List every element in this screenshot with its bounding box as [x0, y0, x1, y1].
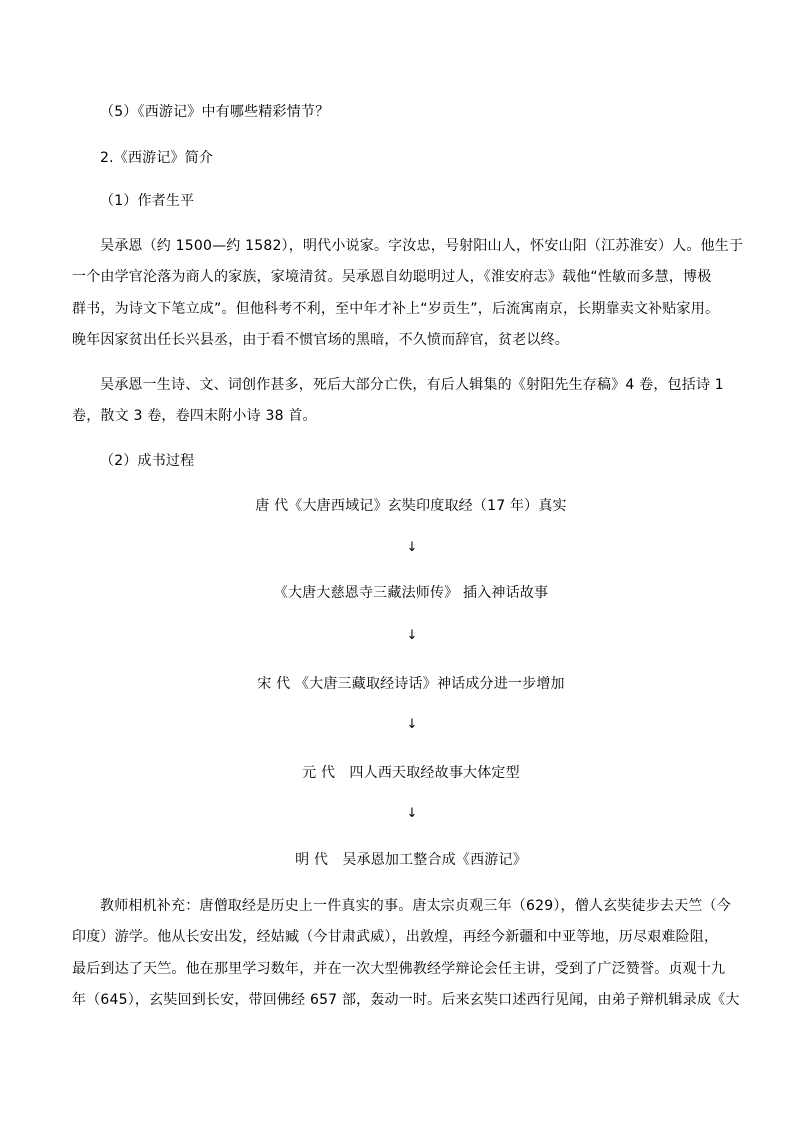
flow-arrow-icon: ↓: [406, 806, 418, 821]
supplement-line: 最后到达了天竺。他在那里学习数年，并在一次大型佛教经学辩论会任主讲，受到了广泛赞誉。贞观十九: [72, 961, 726, 977]
flow-arrow-icon: ↓: [406, 717, 418, 732]
works-line: 卷，散文 3 卷，卷四末附小诗 38 首。: [72, 408, 317, 424]
flow-step-ming: 明 代 吴承恩加工整合成《西游记》: [295, 852, 527, 868]
section-2-title: 2.《西游记》简介: [100, 150, 214, 166]
bio-line: 吴承恩（约 1500—约 1582），明代小说家。字汝忠，号射阳山人，怀安山阳（江苏淮安）人。他生于: [100, 238, 744, 254]
flow-step-biography: 《大唐大慈恩寺三藏法师传》 插入神话故事: [273, 585, 549, 601]
bio-line: 晚年因家贫出任长兴县丞，由于看不惯官场的黑暗，不久愤而辞官，贫老以终。: [72, 332, 569, 348]
bio-line: 一个由学官沦落为商人的家族，家境清贫。吴承恩自幼聪明过人，《淮安府志》载他“性敏而多慧，博极: [72, 269, 712, 285]
flow-step-yuan: 元 代 四人西天取经故事大体定型: [302, 765, 520, 781]
supplement-line: 教师相机补充：唐僧取经是历史上一件真实的事。唐太宗贞观三年（629），僧人玄奘徒步去天竺（今: [100, 898, 731, 914]
question-5: （5）《西游记》中有哪些精彩情节？: [100, 104, 330, 120]
flow-arrow-icon: ↓: [406, 628, 418, 643]
flow-arrow-icon: ↓: [406, 540, 418, 555]
flow-step-song: 宋 代 《大唐三藏取经诗话》神话成分进一步增加: [257, 676, 565, 692]
works-line: 吴承恩一生诗、文、词创作甚多，死后大部分亡佚，有后人辑集的《射阳先生存稿》4 卷，包括诗 1: [100, 377, 724, 393]
subsection-1-title: （1）作者生平: [100, 193, 195, 209]
supplement-line: 年（645），玄奘回到长安，带回佛经 657 部，轰动一时。后来玄奘口述西行见闻，由弟子辩机辑录成《大: [72, 992, 740, 1008]
flow-step-tang: 唐 代《大唐西域记》玄奘印度取经（17 年）真实: [255, 498, 567, 514]
bio-line: 群书，为诗文下笔立成”。但他科考不利，至中年才补上“岁贡生”，后流寓南京，长期靠卖文补贴家用。: [72, 301, 720, 317]
subsection-2-title: （2）成书过程: [100, 453, 195, 469]
supplement-line: 印度）游学。他从长安出发，经姑臧（今甘肃武威），出敦煌，再经今新疆和中亚等地，历尽艰难险阻，: [72, 929, 719, 945]
